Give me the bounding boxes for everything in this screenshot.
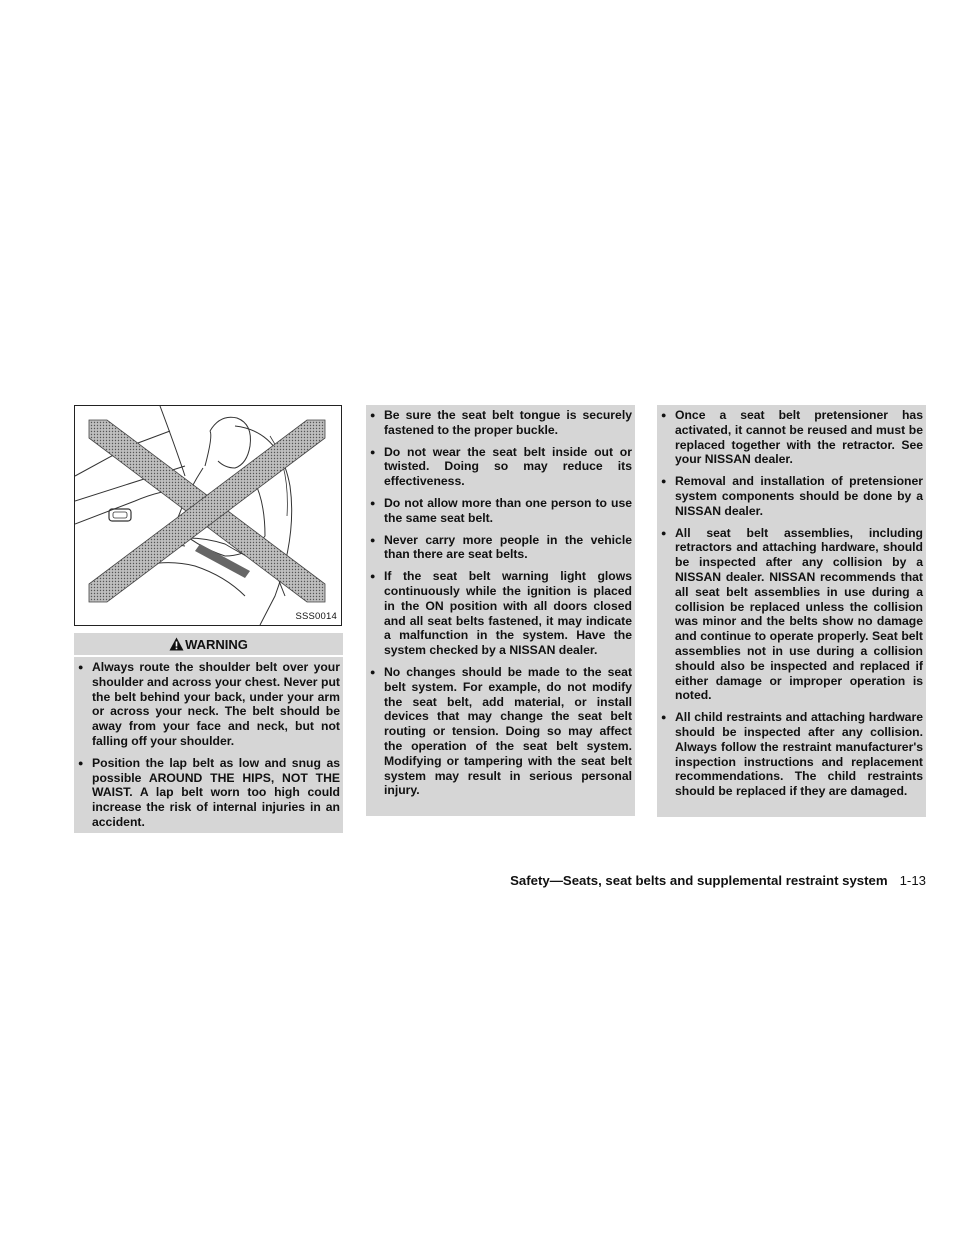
warning-title: WARNING — [185, 637, 248, 652]
column-2-panel — [366, 405, 635, 816]
list-item: ● Never carry more people in the vehicle than there are seat belts. — [366, 533, 632, 563]
column-3-list — [657, 405, 926, 799]
list-item: ● No changes should be made to the seat belt system. For example, do not modify the seat belt, add material, or install devices that may change the seat belt routing or tension. Doing so may affect the operation of the seat belt system. Modifying or tampering with the seat belt system may result in serious personal injury. — [366, 665, 632, 798]
figure-code: SSS0014 — [295, 611, 337, 622]
column-3-panel — [657, 405, 926, 817]
list-item: ● Always route the shoulder belt over your shoulder and across your chest. Never put the belt behind your back, under your arm or across your neck. The belt should be away from your face and neck, but not falling off your shoulder. — [74, 660, 340, 749]
list-item: ● Position the lap belt as low and snug as possible AROUND THE HIPS, NOT THE WAIST. A lap belt worn too high could increase the risk of internal injuries in an accident. — [74, 756, 340, 830]
list-item: ● Once a seat belt pretensioner has activated, it cannot be reused and must be replaced together with the retractor. See your NISSAN dealer. — [657, 408, 923, 467]
section-title: Safety—Seats, seat belts and supplemental restraint system — [510, 873, 888, 888]
list-item: ● All seat belt assemblies, including retractors and attaching hardware, should be inspected after any collision by a NISSAN dealer. NISSAN recommends that all seat belt assemblies in use during a collision be replaced unless the collision was minor and the belts show no damage and continue to operate properly. Seat belt assemblies not in use during a collision should also be inspected and replaced if either damage or improper operation is noted. — [657, 526, 923, 704]
incorrect-belt-illustration — [75, 406, 341, 625]
list-item: ● Do not wear the seat belt inside out or twisted. Doing so may reduce its effectiveness. — [366, 445, 632, 489]
list-item: ● Be sure the seat belt tongue is securely fastened to the proper buckle. — [366, 408, 632, 438]
list-item: ● Removal and installation of pretensioner system components should be done by a NISSAN dealer. — [657, 474, 923, 518]
list-item: ● Do not allow more than one person to use the same seat belt. — [366, 496, 632, 526]
page-footer — [510, 873, 926, 888]
warning-list — [74, 657, 343, 830]
page-number: 1-13 — [899, 873, 926, 888]
warning-triangle-icon — [169, 637, 184, 651]
warning-header — [74, 633, 343, 657]
list-item: ● All child restraints and attaching hardware should be inspected after any collision. Always follow the restraint manufacturer's inspection instructions and replacement recommendations. The child restraints should be replaced if they are damaged. — [657, 710, 923, 799]
illustration-figure — [74, 405, 342, 626]
warning-panel — [74, 633, 343, 833]
list-item: ● If the seat belt warning light glows continuously while the ignition is placed in the ON position with all doors closed and all seat belts fastened, it may indicate a malfunction in the system. Have the system checked by a NISSAN dealer. — [366, 569, 632, 658]
column-2-list — [366, 405, 635, 798]
